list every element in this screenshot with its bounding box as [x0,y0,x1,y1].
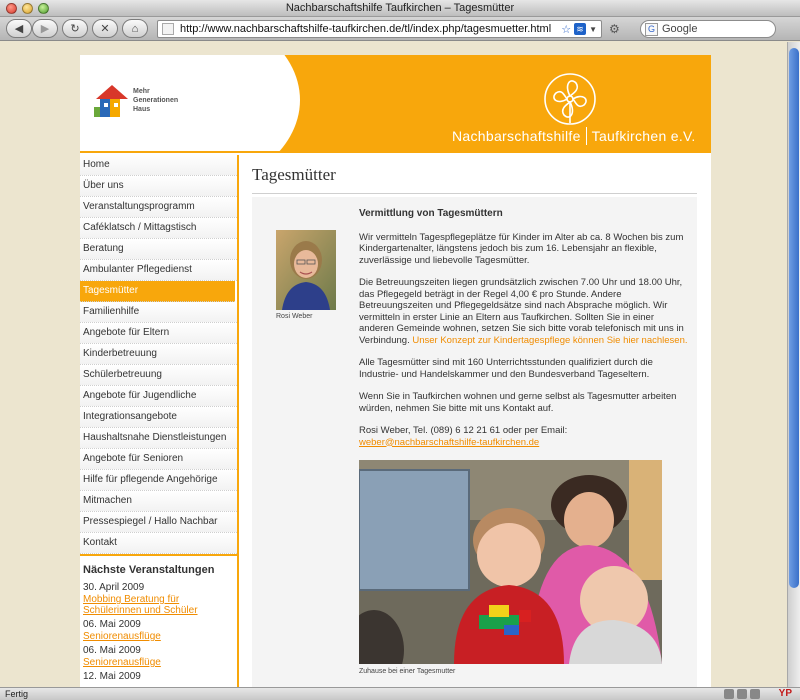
event-date: 06. Mai 2009 [83,645,141,656]
nav-item-kinderbetreuung[interactable]: Kinderbetreuung [80,344,237,365]
nav-item-home[interactable]: Home [80,155,237,176]
nav-item-tagesmuetter[interactable]: Tagesmütter [80,281,235,302]
nav-item-dienstleistungen[interactable]: Haushaltsnahe Dienstleistungen [80,428,237,449]
status-addon-icon[interactable] [737,689,747,699]
portrait-photo [276,230,336,310]
photo-caption: Zuhause bei einer Tagesmutter [359,668,456,675]
url-dropdown-icon[interactable]: ▼ [589,24,597,34]
status-text: Fertig [5,689,29,699]
gear-icon[interactable]: ⚙ [609,22,620,36]
scrollbar-thumb[interactable] [789,48,799,588]
stop-button[interactable] [92,19,118,38]
window-title: Nachbarschaftshilfe Taufkirchen – Tagesmütter [285,2,515,14]
nav-item-senioren[interactable]: Angebote für Senioren [80,449,237,470]
vertical-scrollbar[interactable] [787,42,800,687]
email-link[interactable]: weber@nachbarschaftshilfe-taufkirchen.de [359,436,540,448]
forward-button[interactable] [32,19,58,38]
event-date: 30. April 2009 [83,582,145,593]
site-brand: Nachbarschaftshilfe Taufkirchen e.V. [452,128,696,144]
flower-logo-icon [542,71,598,127]
nav-item-mitmachen[interactable]: Mitmachen [80,491,237,512]
url-text[interactable]: http://www.nachbarschaftshilfe-taufkirchen.de/tl/index.php/tagesmuetter.html [180,23,552,35]
rss-feed-icon[interactable]: ≋ [574,23,586,35]
page-title: Tagesmütter [252,165,336,184]
nav-item-eltern[interactable]: Angebote für Eltern [80,323,237,344]
page-viewport [0,42,787,687]
google-engine-icon[interactable]: G [645,23,658,36]
status-addon-icon[interactable] [750,689,760,699]
address-bar[interactable] [157,20,602,38]
site-container [80,55,711,687]
main-content [252,165,697,675]
nav-item-pflegedienst[interactable]: Ambulanter Pflegedienst [80,260,237,281]
sidebar [80,155,239,687]
search-box[interactable] [640,20,776,38]
main-navigation [80,155,239,554]
nav-item-pressespiegel[interactable]: Pressespiegel / Hallo Nachbar [80,512,237,533]
nav-item-beratung[interactable]: Beratung [80,239,237,260]
article-text [359,208,689,459]
status-bar [0,687,800,700]
nav-item-angehoerige[interactable]: Hilfe für pflegende Angehörige [80,470,237,491]
home-button[interactable] [122,19,148,38]
reload-button[interactable] [62,19,88,38]
event-link[interactable]: Seniorenausflüge [83,657,161,668]
nav-item-cafeklatsch[interactable]: Caféklatsch / Mittagstisch [80,218,237,239]
paragraph-4: Wenn Sie in Taufkirchen wohnen und gerne selbst als Tagesmutter arbeiten würden, nehmen Sie bitte mit uns Kontakt auf. [359,391,677,414]
reload-icon: ↻ [70,23,80,35]
article-heading: Vermittlung von Tagesmüttern [359,208,503,219]
forward-arrow-icon: ▶ [40,23,50,35]
nav-item-ueber-uns[interactable]: Über uns [80,176,237,197]
status-addon-icon[interactable] [724,689,734,699]
nav-item-kontakt[interactable]: Kontakt [80,533,237,554]
events-heading: Nächste Veranstaltungen [83,564,215,576]
event-link[interactable]: Mobbing Beratung für Schülerinnen und Schüler [83,594,198,616]
event-date: 06. Mai 2009 [83,619,141,630]
paragraph-3: Alle Tagesmütter sind mit 160 Unterrichtsstunden qualifiziert durch die Industrie- und Handelskammer und den Bundesverband Tageseltern. [359,357,653,380]
nav-item-jugendliche[interactable]: Angebote für Jugendliche [80,386,237,407]
search-placeholder[interactable]: Google [662,23,698,35]
article-box [252,197,697,687]
logo-text: Mehr Generationen Haus [133,88,179,113]
page-favicon-icon [162,23,174,35]
home-icon: ⌂ [131,22,139,35]
upcoming-events [80,554,239,687]
paragraph-1: Wir vermitteln Tagespflegeplätze für Kinder im Alter ab ca. 8 Wochen bis zum Kindergartenalter, längstens jedoch bis zum 16. Lebensjahr an flexible, zuverlässige und liebevolle Tagesmütter. [359,231,684,266]
back-button[interactable] [6,19,32,38]
nav-item-familienhilfe[interactable]: Familienhilfe [80,302,237,323]
konzept-link[interactable]: Unser Konzept zur Kindertagespflege können Sie hier nachlesen. [412,334,688,346]
window-titlebar [0,0,800,17]
nav-item-integration[interactable]: Integrationsangebote [80,407,237,428]
browser-toolbar [0,17,800,41]
tagesmutter-photo [359,460,662,664]
nav-item-veranstaltungsprogramm[interactable]: Veranstaltungsprogramm [80,197,237,218]
bookmark-star-icon[interactable]: ☆ [561,23,572,36]
back-arrow-icon: ◀ [14,23,24,35]
contact-paragraph: Rosi Weber, Tel. (089) 6 12 21 61 oder per Email: weber@nachbarschaftshilfe-taufkirchen.de [359,425,568,448]
event-link[interactable]: Seniorenausflüge [83,631,161,642]
event-date: 12. Mai 2009 [83,671,141,682]
stop-icon: ✕ [100,23,110,35]
paragraph-2: Die Betreuungszeiten liegen grundsätzlich zwischen 7.00 Uhr und 18.00 Uhr, das Pflegegeld beträgt in der Regel 4,00 € pro Stunde. Andere Betreuungszeiten und Pflegegeldsätze sind nach Absprache möglich. Wir vermitteln in erster Linie an Eltern aus Taufkirchen. Sollten Sie in einer anderen Gemeinde wohnen, setzen Sie sich bitte vorab telefonisch mit uns in Verbindung. Unser Konzept zur Kindertagespflege können Sie hier nachlesen. [359,277,688,346]
mehrgenerationenhaus-logo[interactable] [92,83,132,119]
nav-item-schuelerbetreuung[interactable]: Schülerbetreuung [80,365,237,386]
portrait-caption: Rosi Weber [276,313,313,320]
site-header [80,55,711,151]
yp-addon-icon[interactable]: YP [778,688,792,699]
